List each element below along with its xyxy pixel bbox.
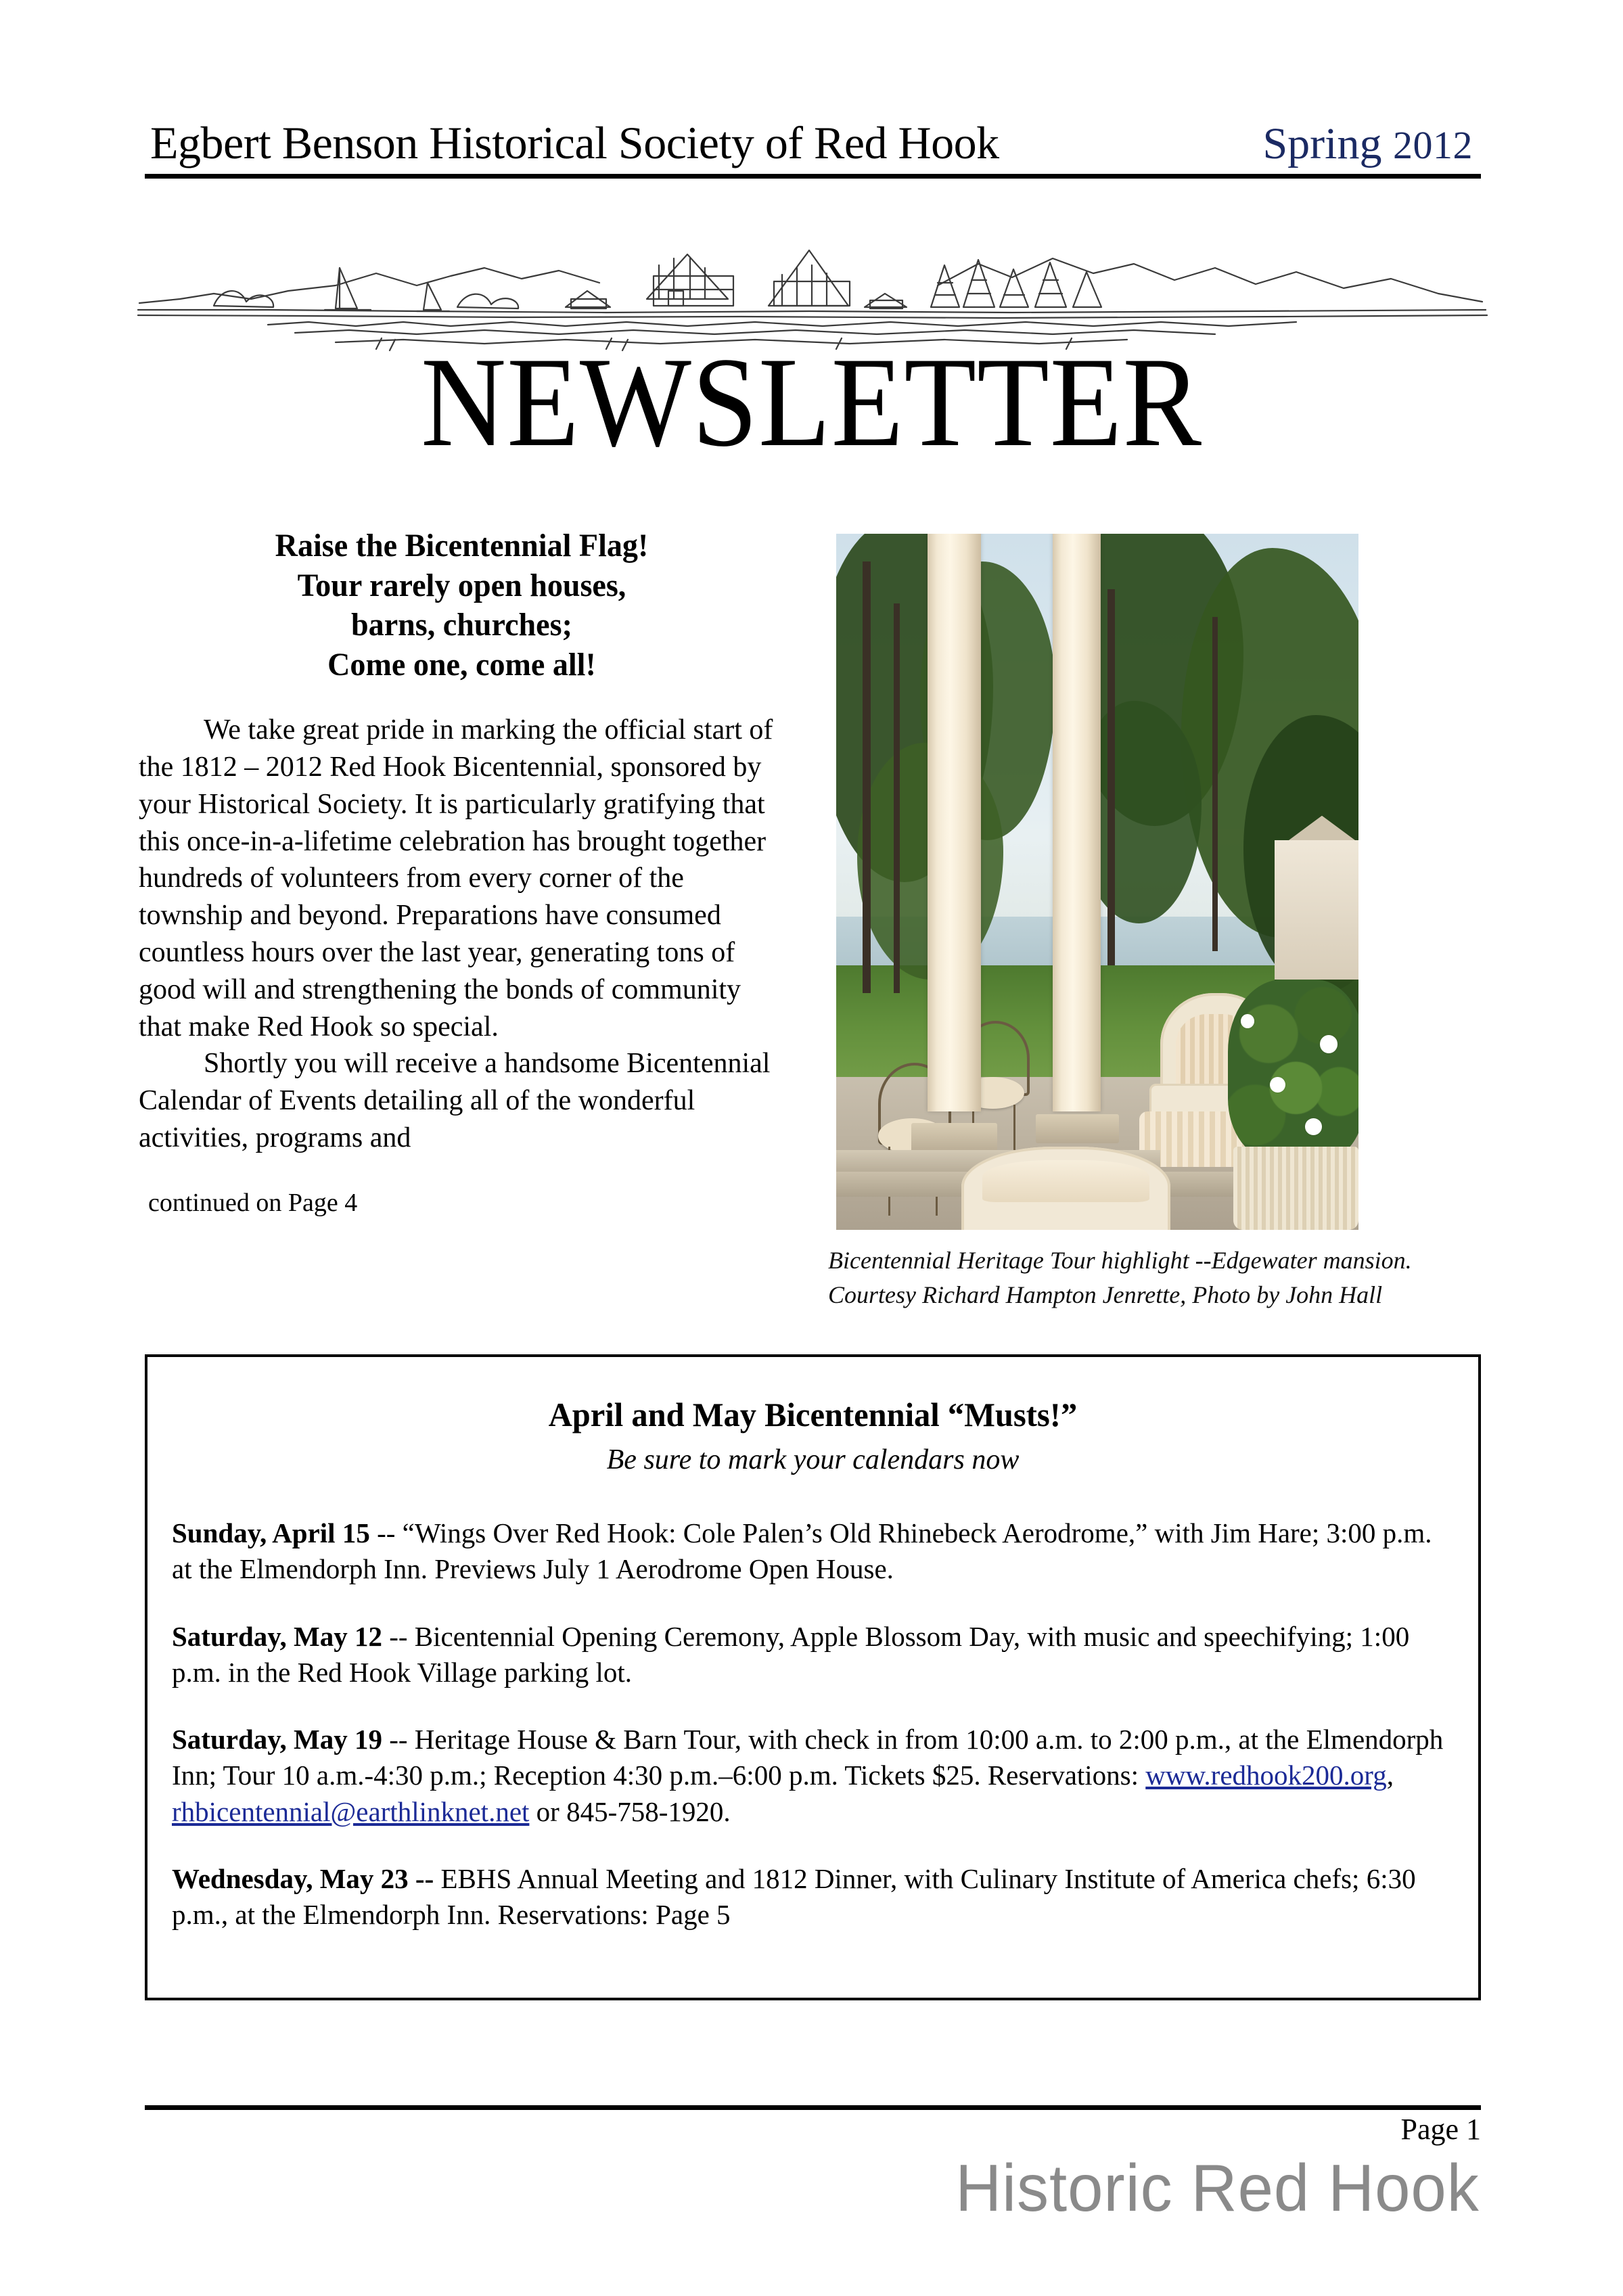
white-flower <box>1241 1014 1254 1028</box>
event-date: Wednesday, May 23 -- <box>172 1863 434 1895</box>
page-number: Page 1 <box>1400 2113 1481 2146</box>
white-flower <box>1270 1077 1285 1093</box>
link-separator: , <box>1386 1760 1394 1791</box>
sofa-cushion <box>982 1160 1149 1202</box>
headline-line-3: barns, churches; <box>351 607 572 643</box>
events-box-title: April and May Bicentennial “Musts!” <box>548 1396 1078 1433</box>
masthead <box>145 116 1481 179</box>
headline-line-2: Tour rarely open houses, <box>297 567 626 603</box>
event-date: Saturday, May 19 <box>172 1724 382 1755</box>
event-item <box>172 1515 1454 1588</box>
headline-line-4: Come one, come all! <box>327 646 596 683</box>
article-paragraph-2 <box>139 1045 785 1156</box>
event-item <box>172 1619 1454 1691</box>
ivy-plant <box>1228 980 1358 1161</box>
white-flower <box>1305 1118 1322 1135</box>
tree-trunk <box>894 603 900 993</box>
lead-article <box>139 526 785 1218</box>
portico-column <box>928 534 981 1111</box>
event-separator: -- <box>369 1517 403 1548</box>
continued-on-page: continued on Page 4 <box>148 1188 358 1217</box>
article-paragraph-1 <box>139 712 785 1045</box>
house-fragment <box>1275 840 1358 980</box>
event-date: Sunday, April 15 <box>172 1517 370 1548</box>
event-description-tail: or 845-758-1920. <box>529 1795 731 1827</box>
event-separator: -- <box>382 1724 415 1755</box>
events-box <box>145 1354 1481 2000</box>
paragraph-1-text: We take great pride in marking the official start of the 1812 – 2012 Red Hook Bicentennial, sponsored by your Historical Society. It is particularly gratifying that this once-in-a-lifetime celebration has brought together hundreds of volunteers from every corner of the township and beyond. Preparations have consumed countless hours over the last year, generating tons of good will and strengthening the bonds of community that make Red Hook so special. <box>139 714 773 1042</box>
event-item <box>172 1861 1454 1933</box>
edgewater-mansion-photo <box>836 534 1358 1230</box>
issue-season: Spring <box>1262 119 1382 168</box>
website-link[interactable]: www.redhook200.org <box>1145 1760 1387 1791</box>
tree-trunk <box>863 561 871 993</box>
caption-line-2: Courtesy Richard Hampton Jenrette, Photo by John Hall <box>828 1281 1383 1309</box>
event-separator: -- <box>382 1620 415 1652</box>
issue-year: 2012 <box>1393 123 1473 167</box>
newsletter-wordmark: NEWSLETTER <box>421 331 1202 474</box>
white-flower <box>1320 1035 1338 1053</box>
column-base <box>919 1090 990 1127</box>
event-description: EBHS Annual Meeting and 1812 Dinner, with Culinary Institute of America chefs; 6:30 p.m., at the Elmendorph Inn. Reservations: Page 5 <box>172 1863 1416 1931</box>
tree-trunk <box>1107 589 1115 965</box>
footer-brand: Historic Red Hook <box>955 2151 1480 2225</box>
column-plinth <box>1036 1114 1120 1143</box>
email-link[interactable]: rhbicentennial@earthlinknet.net <box>172 1795 530 1827</box>
event-date: Saturday, May 12 <box>172 1620 382 1652</box>
event-description: Heritage House & Barn Tour, with check in from 10:00 a.m. to 2:00 p.m., at the Elmendorph Inn; Tour 10 a.m.-4:30 p.m.; Reception 4:30 p.m.–6:00 p.m. Tickets $25. Reservations: <box>172 1724 1444 1791</box>
event-separator <box>434 1863 440 1894</box>
issue-date <box>1262 118 1476 170</box>
article-headline <box>152 526 772 685</box>
event-item <box>172 1722 1454 1830</box>
column-base <box>1043 1084 1112 1118</box>
event-description: “Wings Over Red Hook: Cole Palen’s Old Rhinebeck Aerodrome,” with Jim Hare; 3:00 p.m. at the Elmendorph Inn. Previews July 1 Aerodrome Open House. <box>172 1517 1432 1585</box>
portico-column <box>1053 534 1101 1111</box>
tree-trunk <box>1212 617 1218 951</box>
paragraph-2-text: Shortly you will receive a handsome Bicentennial Calendar of Events detailing all of the wonderful activities, programs and <box>139 1048 771 1153</box>
footer-rule <box>145 2105 1481 2110</box>
event-description: Bicentennial Opening Ceremony, Apple Blossom Day, with music and speechifying; 1:00 p.m. in the Red Hook Village parking lot. <box>172 1620 1410 1688</box>
society-name: Egbert Benson Historical Society of Red Hook <box>150 117 999 168</box>
masthead-row <box>145 116 1481 179</box>
headline-line-1: Raise the Bicentennial Flag! <box>275 528 649 564</box>
column-plinth <box>911 1123 997 1153</box>
caption-line-1: Bicentennial Heritage Tour highlight --Edgewater mansion. <box>828 1247 1412 1274</box>
wicker-planter <box>1233 1147 1358 1230</box>
article-photo <box>836 534 1358 1230</box>
photo-caption <box>828 1243 1437 1312</box>
events-box-subtitle: Be sure to mark your calendars now <box>606 1444 1020 1475</box>
